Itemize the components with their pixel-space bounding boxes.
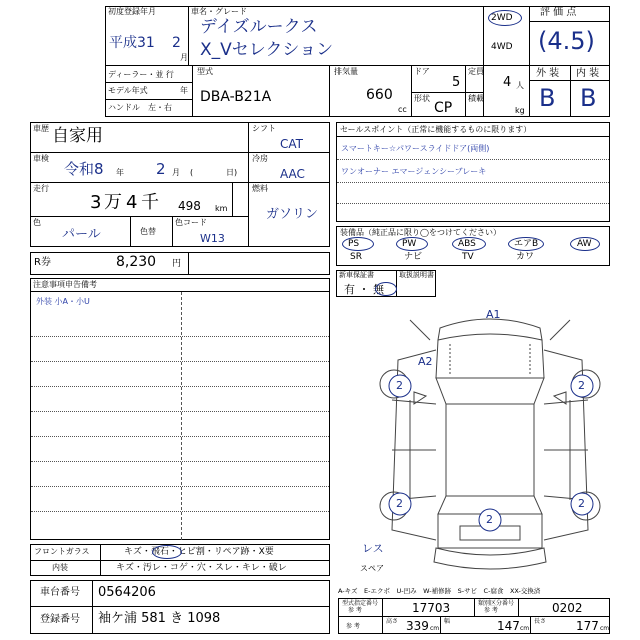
spare-mark: レス: [362, 542, 384, 555]
carname-label: 車名・グレード: [191, 7, 247, 16]
car-grade: X_Vセレクション: [200, 40, 334, 60]
cc-unit: cc: [398, 105, 407, 114]
notes-line1: 外装 小A・小U: [36, 297, 90, 306]
class-no-label: 類別区分番号: [478, 600, 515, 607]
length-value: 177: [576, 619, 599, 633]
usage-label: 車歴: [33, 124, 49, 133]
type-no-value: 17703: [412, 601, 451, 615]
equip-ps-circle: [342, 237, 374, 251]
type-no-ref: 参 考: [348, 607, 362, 614]
shaken-year-unit: 年: [116, 168, 124, 177]
equip-aw: AW: [577, 239, 592, 249]
damage-mark-a2: A2: [418, 355, 433, 368]
shaken-month: 2: [156, 160, 166, 178]
mileage-sen: 4: [126, 192, 138, 213]
width-unit: cm: [520, 625, 530, 632]
dealer-label: ディーラー・並 行: [108, 70, 174, 79]
fuel-value: ガソリン: [266, 207, 319, 222]
length-unit: cm: [600, 625, 610, 632]
km-unit: km: [215, 204, 228, 213]
warranty-label: 新車保証書: [339, 271, 374, 279]
recycle-label: R券: [34, 257, 51, 268]
int-grade: B: [580, 84, 597, 112]
color-label: 色: [33, 218, 41, 227]
car-name: デイズルークス: [200, 17, 318, 37]
month-unit: 月: [180, 53, 188, 62]
equip-airbag-circle: [508, 237, 544, 251]
spare-label: スペア: [360, 564, 384, 573]
chassis-label: 車台番号: [40, 587, 80, 598]
type-value: DBA-B21A: [200, 89, 272, 105]
mileage-man-unit: 万: [104, 192, 122, 213]
load-label: 積載: [468, 94, 484, 103]
shift-value: CAT: [280, 137, 303, 151]
shaken-month-unit: 月: [172, 168, 180, 177]
width-value: 147: [497, 619, 520, 633]
shift-label: シフト: [252, 124, 276, 133]
height-ref: 参 考: [346, 623, 360, 630]
height-value: 339: [406, 619, 429, 633]
door-label: ドア: [414, 67, 430, 76]
shaken-day-unit: 日): [226, 168, 238, 177]
equip-sr: SR: [350, 252, 362, 262]
fuel-label: 燃料: [252, 184, 268, 193]
length-label: 長さ: [534, 618, 547, 625]
handle-label: ハンドル 左・右: [108, 103, 172, 112]
sales-line1: スマートキー☆パワースライドドア(両側): [341, 144, 490, 153]
year-unit: 年: [180, 86, 188, 95]
equip-pw-circle: [396, 237, 428, 251]
front-glass-label: フロントガラス: [34, 547, 90, 556]
interior-label: 内装: [52, 563, 68, 572]
door-value: 5: [452, 75, 461, 90]
ac-label: 冷房: [252, 154, 268, 163]
mileage-sen-unit: 千: [141, 192, 159, 213]
notes-box: [30, 278, 330, 540]
warranty-value: 有 ・ 無: [344, 283, 384, 296]
color-ex-label: 色替: [140, 227, 156, 236]
equip-leather: カワ: [516, 252, 535, 262]
class-no-value: 0202: [552, 601, 583, 615]
drive-4wd: 4WD: [491, 42, 513, 52]
front-glass-circle: [152, 545, 182, 559]
front-glass-text: キズ・飛石・ヒビ割・リペア跡・X要: [124, 547, 274, 557]
kg-unit: kg: [515, 106, 525, 115]
damage-mark-right-front: 2: [578, 379, 585, 392]
equip-label: 装備品（純正品に限り◯をつけてください）: [340, 228, 501, 237]
mileage-man: 3: [90, 192, 102, 213]
class-no-ref: 参 考: [484, 607, 498, 614]
equip-abs: ABS: [458, 239, 476, 249]
color-value: パール: [62, 227, 101, 242]
equip-pw: PW: [402, 239, 417, 249]
width-label: 幅: [444, 618, 451, 625]
color-code-label: 色コード: [175, 218, 207, 227]
equip-aw-circle: [570, 237, 600, 251]
capacity-label: 定員: [468, 67, 484, 76]
recycle-unit: 円: [172, 259, 182, 269]
ac-value: AAC: [280, 167, 305, 181]
damage-mark-right-rear: 2: [578, 497, 585, 510]
reg-value: 袖ケ浦 581 き 1098: [98, 611, 221, 626]
capacity-unit: 人: [516, 81, 524, 90]
shaken-era: 令和8: [64, 160, 104, 178]
model-year-label: モデル年式: [108, 86, 148, 95]
damage-mark-rear: 2: [486, 513, 493, 526]
type-no-label: 型式指定番号: [342, 600, 379, 607]
equip-tv: TV: [462, 252, 474, 262]
manual-label: 取扱説明書: [399, 271, 434, 279]
shaken-day-open: (: [190, 168, 194, 177]
shape-label: 形状: [414, 94, 430, 103]
car-body-diagram: [370, 300, 610, 590]
reg-label: 登録番号: [40, 614, 80, 625]
sales-line2: ワンオーナー エマージェンシーブレーキ: [341, 167, 487, 176]
ext-label: 外 装: [536, 68, 560, 79]
damage-legend: A-キズ E-エクボ U-凹み W-補修跡 S-サビ C-腐食 XX-交換済: [338, 587, 541, 595]
damage-mark-left-front: 2: [396, 379, 403, 392]
disp-label: 排気量: [334, 67, 358, 76]
height-unit: cm: [430, 625, 440, 632]
drive-2wd: 2WD: [491, 13, 513, 23]
color-code: W13: [200, 232, 225, 245]
warranty-circle: [375, 282, 397, 296]
equip-airbag: エアB: [514, 239, 539, 249]
damage-mark-a1: A1: [486, 308, 501, 321]
score-label: 評 価 点: [540, 7, 577, 18]
shape-value: CP: [434, 100, 453, 116]
equip-navi: ナビ: [404, 252, 423, 262]
disp-value: 660: [366, 87, 393, 103]
equip-ps: PS: [348, 239, 360, 249]
mileage-label: 走行: [33, 184, 49, 193]
notes-label: 注意事項申告備考: [33, 280, 97, 289]
first-reg-month: 2: [172, 35, 181, 51]
shaken-label: 車検: [33, 154, 49, 163]
ext-grade: B: [539, 84, 556, 112]
damage-mark-left-rear: 2: [396, 497, 403, 510]
equip-abs-circle: [452, 237, 486, 251]
first-reg-label: 初度登録年月: [108, 7, 156, 16]
capacity-value: 4: [503, 75, 512, 90]
recycle-value: 8,230: [116, 254, 157, 270]
score-value: (4.5): [538, 27, 595, 55]
mileage-rest: 498: [178, 199, 201, 213]
usage-value: 自家用: [52, 126, 103, 146]
type-label: 型式: [197, 67, 213, 76]
first-reg-era: 平成31: [109, 35, 155, 51]
interior-text: キズ・汚レ・コゲ・穴・スレ・キレ・破レ: [116, 563, 287, 573]
height-label: 高さ: [386, 618, 399, 625]
chassis-value: 0564206: [98, 585, 156, 600]
sales-label: セールスポイント（正常に機能するものに限ります）: [340, 125, 532, 134]
int-label: 内 装: [576, 68, 600, 79]
